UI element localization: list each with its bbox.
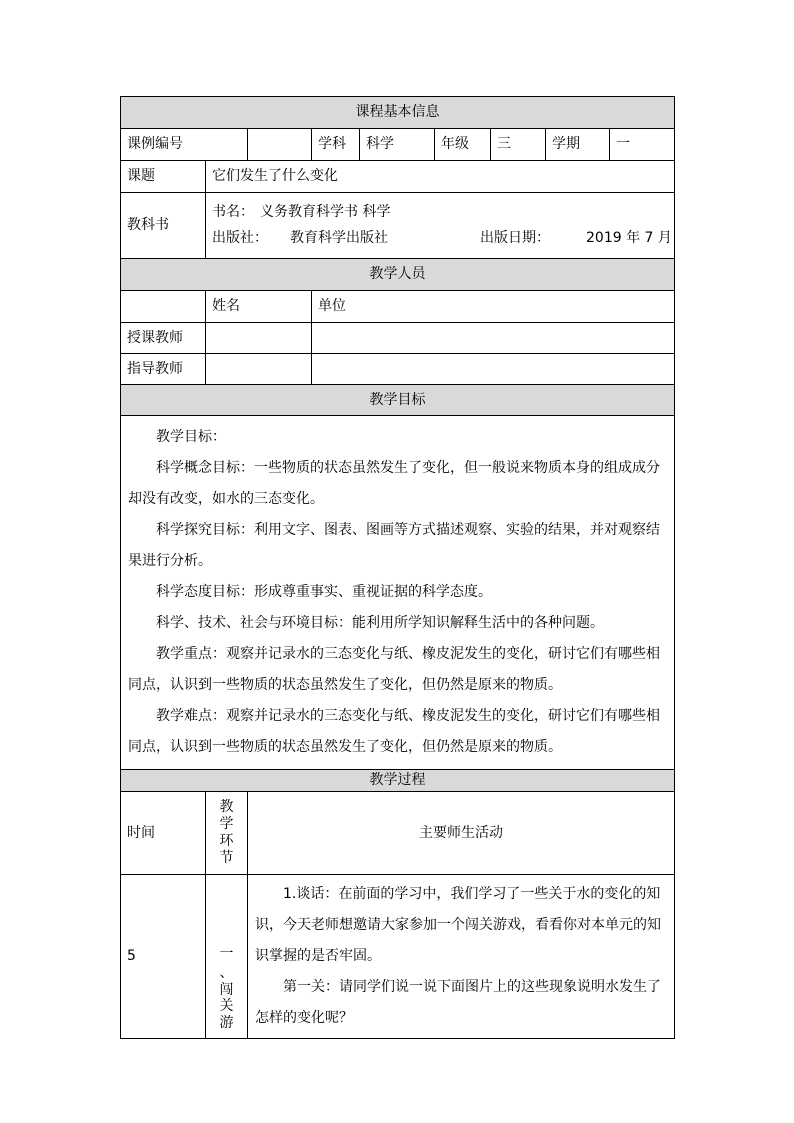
stage-char: 一 bbox=[219, 946, 234, 963]
subject-value-cell: 科学 bbox=[360, 129, 435, 161]
term-label: 学期 bbox=[546, 129, 610, 161]
objective-paragraph: 科学态度目标：形成尊重事实、重视证据的科学态度。 bbox=[156, 584, 492, 600]
code-label: 课例编号 bbox=[121, 129, 248, 161]
stage-header-char: 环 bbox=[219, 833, 234, 849]
activity-paragraph: 1.谈话：在前面的学习中，我们学习了一些关于水的变化的知识，今天老师想邀请大家参加一个闯关游戏，看看你对本单元的知识掌握的是否牢固。 bbox=[255, 886, 661, 964]
stage-header-char: 节 bbox=[219, 849, 234, 866]
textbook-info bbox=[206, 193, 675, 259]
time-header: 时间 bbox=[121, 792, 206, 875]
staff-header-blank bbox=[121, 291, 206, 323]
book-name-label: 书名： bbox=[212, 204, 254, 221]
topic-label: 课题 bbox=[121, 161, 206, 193]
objective-paragraph: 教学重点：观察并记录水的三态变化与纸、橡皮泥发生的变化，研讨它们有哪些相同点，认识到一些物质的状态虽然发生了变化，但仍然是原来的物质。 bbox=[128, 646, 660, 693]
name-header: 姓名 bbox=[206, 291, 312, 323]
teacher-name bbox=[206, 323, 312, 354]
section-process: 教学过程 bbox=[121, 770, 675, 792]
code-value bbox=[248, 129, 312, 161]
mentor-unit bbox=[312, 354, 675, 385]
row1-stage bbox=[206, 875, 248, 1039]
section-objectives: 教学目标 bbox=[121, 385, 675, 416]
section-course-info: 课程基本信息 bbox=[121, 97, 675, 129]
publisher-value: 教育科学出版社 bbox=[290, 230, 388, 247]
mentor-name bbox=[206, 354, 312, 385]
objectives-body bbox=[121, 416, 675, 770]
mentor-label: 指导教师 bbox=[121, 354, 206, 385]
stage-header-char: 教 bbox=[219, 799, 234, 816]
objective-paragraph: 科学、技术、社会与环境目标：能利用所学知识解释生活中的各种问题。 bbox=[156, 615, 604, 631]
section-staff: 教学人员 bbox=[121, 259, 675, 291]
subject-label: 学科 bbox=[312, 129, 360, 161]
teacher-unit bbox=[312, 323, 675, 354]
activity-header: 主要师生活动 bbox=[248, 792, 675, 875]
objective-paragraph: 教学难点：观察并记录水的三态变化与纸、橡皮泥发生的变化，研讨它们有哪些相同点，认识到一些物质的状态虽然发生了变化，但仍然是原来的物质。 bbox=[128, 708, 660, 755]
teacher-label: 授课教师 bbox=[121, 323, 206, 354]
stage-header bbox=[206, 792, 248, 875]
objective-paragraph: 科学探究目标：利用文字、图表、图画等方式描述观察、实验的结果，并对观察结果进行分析。 bbox=[128, 522, 660, 569]
objective-paragraph: 科学概念目标：一些物质的状态虽然发生了变化，但一般说来物质本身的组成成分却没有改变，如水的三态变化。 bbox=[128, 460, 660, 507]
stage-header-char: 学 bbox=[219, 816, 234, 833]
publisher-label: 出版社： bbox=[212, 230, 268, 247]
unit-header: 单位 bbox=[312, 291, 675, 323]
activity-paragraph: 第一关：请同学们说一说下面图片上的这些现象说明水发生了怎样的变化呢？ bbox=[255, 979, 661, 1026]
pubdate-value: 2019 年 7 月 bbox=[586, 230, 672, 247]
objective-paragraph: 教学目标： bbox=[156, 429, 226, 445]
topic-value: 它们发生了什么变化 bbox=[206, 161, 675, 193]
term-value: 一 bbox=[610, 129, 675, 161]
stage-char: 闯 bbox=[219, 981, 234, 998]
grade-value: 三 bbox=[491, 129, 546, 161]
textbook-label: 教科书 bbox=[121, 193, 206, 259]
book-name-value: 义务教育科学书 科学 bbox=[260, 204, 391, 221]
stage-char: 关 bbox=[219, 998, 234, 1015]
lesson-plan-table bbox=[120, 96, 675, 1039]
stage-char: 游 bbox=[219, 1015, 234, 1032]
stage-char: 、 bbox=[219, 964, 234, 981]
row1-activity bbox=[248, 875, 675, 1039]
grade-label: 年级 bbox=[435, 129, 491, 161]
pubdate-label: 出版日期： bbox=[480, 230, 550, 247]
row1-time: 5 bbox=[121, 875, 206, 1039]
